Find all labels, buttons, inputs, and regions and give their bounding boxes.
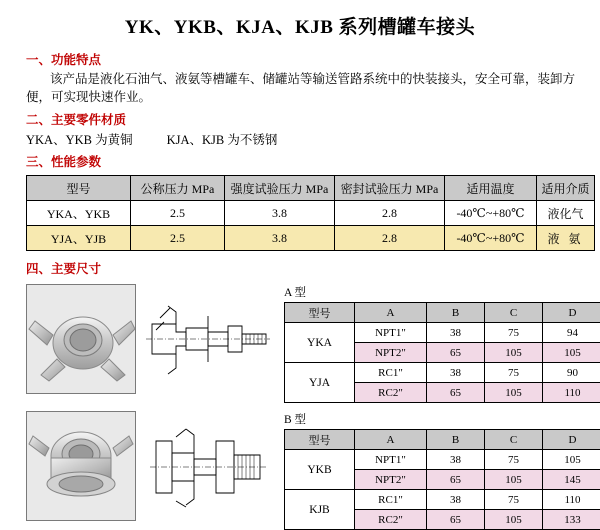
dim-b-cell: 38 [427, 490, 485, 510]
perf-cell: -40℃~+80℃ [445, 226, 537, 251]
dim-b-cell: 38 [427, 450, 485, 470]
dim-a-cell: 105 [485, 343, 543, 363]
table-row [285, 450, 600, 470]
perf-col-4: 适用温度 [445, 176, 537, 201]
section-heading-dimensions: 四、主要尺寸 [26, 259, 588, 277]
perf-col-3: 密封试验压力 MPa [335, 176, 445, 201]
dim-a-cell: 94 [543, 323, 600, 343]
material-text-left: YKA、YKB 为黄铜 [26, 133, 133, 147]
perf-cell: 3.8 [225, 201, 335, 226]
dim-b-col-1: A [355, 430, 427, 450]
dim-b-cell: NPT1" [355, 450, 427, 470]
dim-a-cell: 105 [543, 343, 600, 363]
drawing-a-graphic [142, 284, 274, 392]
table-row [27, 226, 595, 251]
dim-a-cell: 110 [543, 383, 600, 403]
dim-table-b-wrap [284, 411, 600, 530]
section-heading-features: 一、功能特点 [26, 50, 588, 68]
dim-b-col-3: C [485, 430, 543, 450]
dim-a-cell: 65 [427, 383, 485, 403]
perf-cell: 液化气 [537, 201, 595, 226]
dim-b-cell: 65 [427, 510, 485, 530]
table-row [285, 490, 600, 510]
dim-b-model: KJB [285, 490, 355, 530]
dim-b-cell: RC1" [355, 490, 427, 510]
dim-b-cell: 105 [485, 470, 543, 490]
perf-col-2: 强度试验压力 MPa [225, 176, 335, 201]
dim-a-col-3: C [485, 303, 543, 323]
dim-a-cell: 105 [485, 383, 543, 403]
dim-b-model: YKB [285, 450, 355, 490]
table-header-row [285, 430, 600, 450]
dim-b-cell: 133 [543, 510, 600, 530]
dim-b-cell: 105 [543, 450, 600, 470]
dim-a-col-0: 型号 [285, 303, 355, 323]
photo-b-graphic [27, 412, 135, 520]
dim-a-cell: 65 [427, 343, 485, 363]
perf-col-1: 公称压力 MPa [131, 176, 225, 201]
dim-a-model: YJA [285, 363, 355, 403]
technical-drawing-a [142, 284, 274, 392]
dimension-table-b [284, 429, 600, 530]
perf-cell: 2.5 [131, 226, 225, 251]
dim-b-cell: NPT2" [355, 470, 427, 490]
dim-b-col-0: 型号 [285, 430, 355, 450]
perf-cell: 2.8 [335, 201, 445, 226]
dimension-row-b [26, 411, 588, 530]
table-row [285, 323, 600, 343]
table-row [27, 201, 595, 226]
technical-drawing-b [142, 411, 274, 519]
dim-a-col-4: D [543, 303, 600, 323]
perf-cell: 3.8 [225, 226, 335, 251]
perf-cell: 2.5 [131, 201, 225, 226]
dim-a-cell: NPT1" [355, 323, 427, 343]
page-title: YK、YKB、KJA、KJB 系列槽罐车接头 [12, 0, 588, 46]
perf-cell: -40℃~+80℃ [445, 201, 537, 226]
dim-a-cell: RC1" [355, 363, 427, 383]
perf-cell: YJA、YJB [27, 226, 131, 251]
dim-b-cell: 105 [485, 510, 543, 530]
perf-col-0: 型号 [27, 176, 131, 201]
dim-b-cell: 75 [485, 450, 543, 470]
photo-a-graphic [27, 285, 135, 393]
table-header-row [27, 176, 595, 201]
features-text: 该产品是液化石油气、液氨等槽罐车、储罐站等输送管路系统中的快装接头，安全可靠，装卸方便，可实现快速作业。 [26, 70, 584, 106]
section-heading-performance: 三、性能参数 [26, 152, 588, 170]
product-photo-b [26, 411, 136, 521]
perf-cell: 2.8 [335, 226, 445, 251]
dim-a-col-1: A [355, 303, 427, 323]
table-header-row [285, 303, 600, 323]
table-row [285, 363, 600, 383]
dim-table-b-label: B 型 [284, 411, 600, 427]
dim-a-cell: 38 [427, 363, 485, 383]
dim-b-cell: 110 [543, 490, 600, 510]
dim-a-cell: 90 [543, 363, 600, 383]
dim-a-model: YKA [285, 323, 355, 363]
dim-a-cell: 75 [485, 363, 543, 383]
material-line [26, 130, 588, 148]
dim-a-cell: 38 [427, 323, 485, 343]
dim-b-cell: 145 [543, 470, 600, 490]
perf-cell: 液 氨 [537, 226, 595, 251]
dim-b-cell: 75 [485, 490, 543, 510]
perf-col-5: 适用介质 [537, 176, 595, 201]
dim-a-cell: 75 [485, 323, 543, 343]
product-photo-a [26, 284, 136, 394]
dim-b-cell: RC2" [355, 510, 427, 530]
dim-b-col-2: B [427, 430, 485, 450]
performance-table [26, 175, 595, 251]
dim-table-a-wrap [284, 284, 600, 403]
dimension-table-a [284, 302, 600, 403]
material-text-right: KJA、KJB 为不锈钢 [167, 133, 278, 147]
dim-table-a-label: A 型 [284, 284, 600, 300]
perf-cell: YKA、YKB [27, 201, 131, 226]
dimensions-section [12, 284, 588, 530]
dim-a-cell: RC2" [355, 383, 427, 403]
dim-a-col-2: B [427, 303, 485, 323]
dim-b-col-4: D [543, 430, 600, 450]
section-heading-material: 二、主要零件材质 [26, 110, 588, 128]
dim-b-cell: 65 [427, 470, 485, 490]
drawing-b-graphic [142, 411, 274, 519]
dim-a-cell: NPT2" [355, 343, 427, 363]
dimension-row-a [26, 284, 588, 403]
